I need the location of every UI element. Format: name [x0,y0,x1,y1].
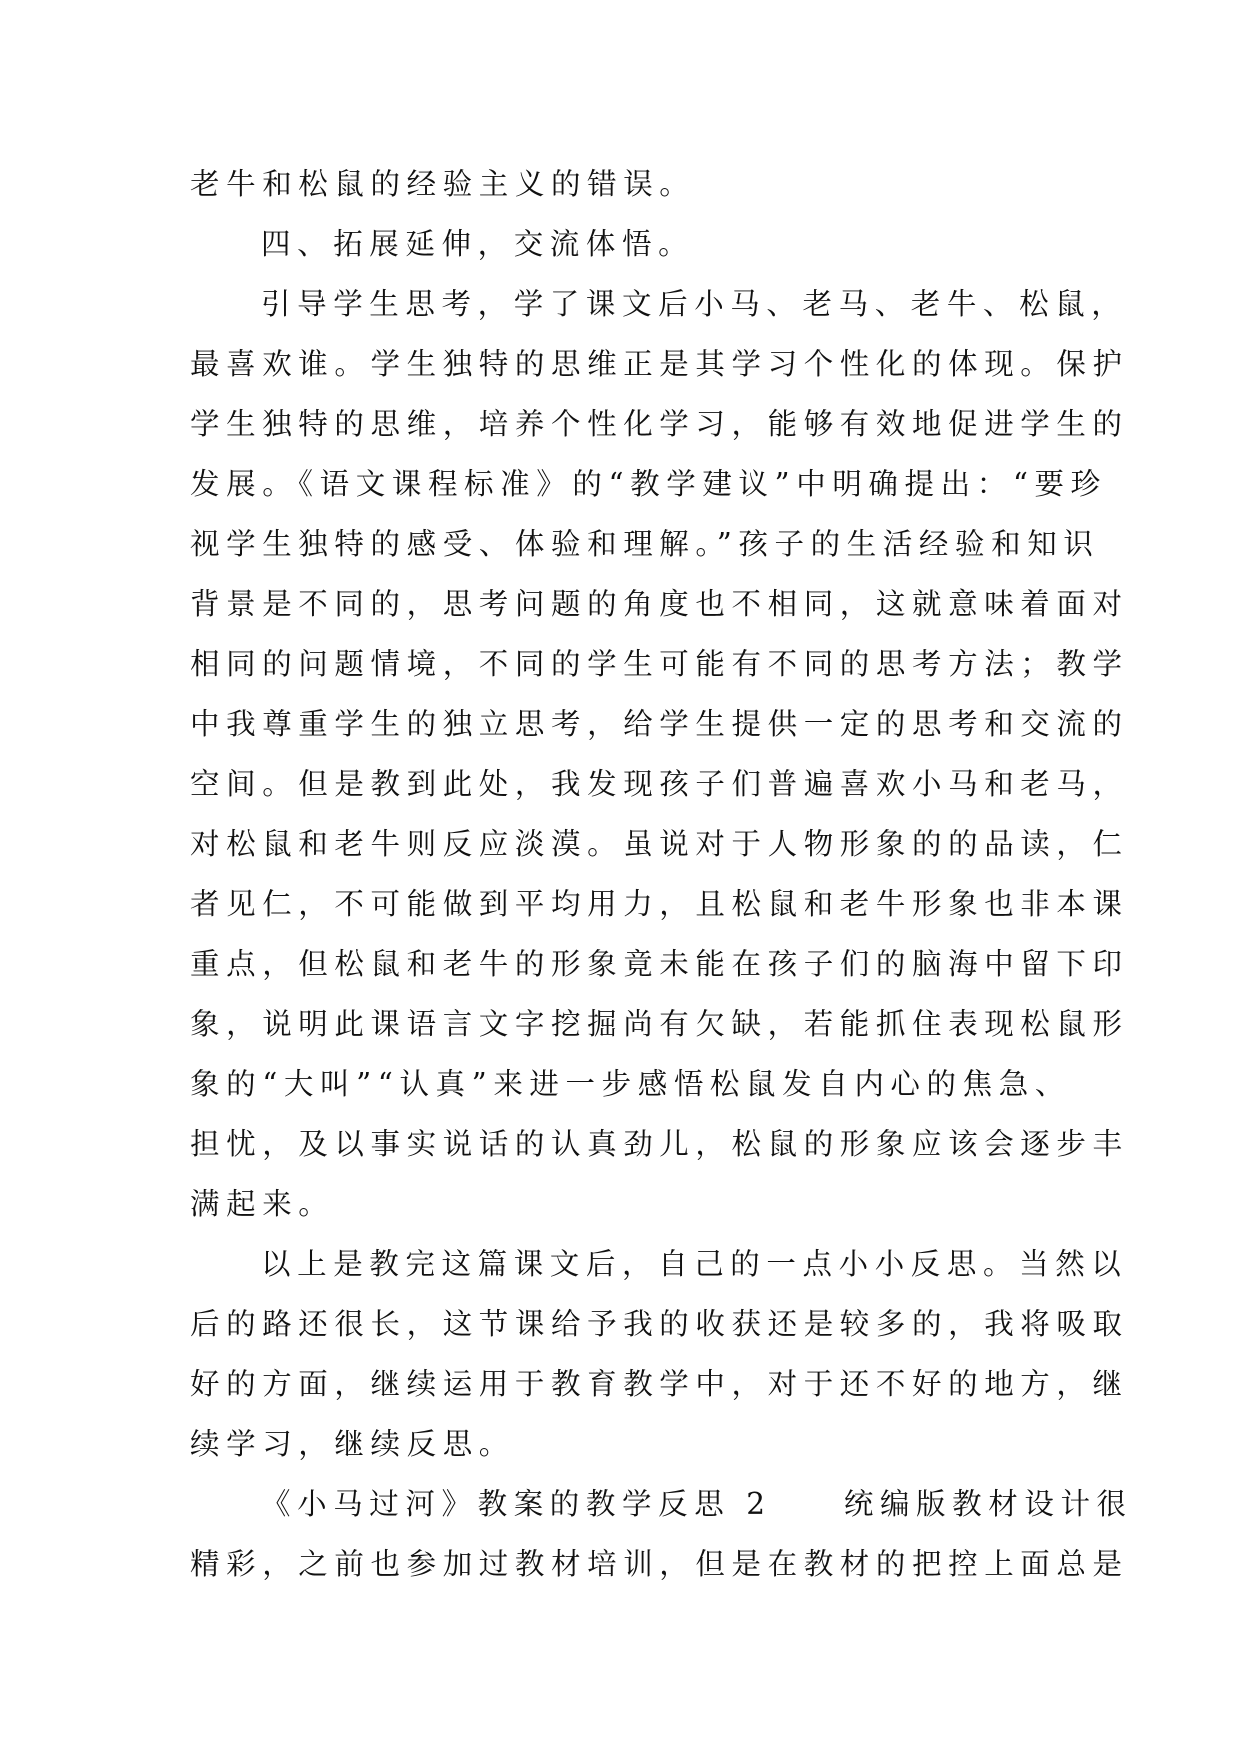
paragraph-first-line: 引导学生思考，学了课文后小马、老马、老牛、松鼠， [261,287,1128,321]
text-line: 空间。但是教到此处，我发现孩子们普遍喜欢小马和老马， [190,767,1129,801]
text-line: 精彩，之前也参加过教材培训，但是在教材的把控上面总是 [190,1547,1129,1581]
text-line: 者见仁，不可能做到平均用力，且松鼠和老牛形象也非本课 [190,887,1129,921]
text-line: 对松鼠和老牛则反应淡漠。虽说对于人物形象的的品读，仁 [190,827,1129,861]
text-line: 续学习，继续反思。 [190,1427,515,1461]
text-line: 相同的问题情境，不同的学生可能有不同的思考方法；教学 [190,647,1129,681]
text-line: 背景是不同的，思考问题的角度也不相同，这就意味着面对 [190,587,1129,621]
paragraph-first-line: 以上是教完这篇课文后，自己的一点小小反思。当然以 [261,1247,1128,1281]
text-line: 象的“大叫”“认真”来进一步感悟松鼠发自内心的焦急、 [190,1067,1071,1101]
text-line: 满起来。 [190,1187,335,1221]
text-line: 发展。《语文课程标准》的“教学建议”中明确提出：“要珍 [190,467,1107,501]
text-line: 学生独特的思维，培养个性化学习，能够有效地促进学生的 [190,407,1129,441]
text-line: 老牛和松鼠的经验主义的错误。 [190,167,696,201]
text-line: 视学生独特的感受、体验和理解。”孩子的生活经验和知识 [190,527,1100,561]
section-heading: 四、拓展延伸，交流体悟。 [261,227,695,261]
document-body [190,154,1133,1594]
text-line: 中我尊重学生的独立思考，给学生提供一定的思考和交流的 [190,707,1129,741]
text-line: 好的方面，继续运用于教育教学中，对于还不好的地方，继 [190,1367,1129,1401]
text-line: 后的路还很长，这节课给予我的收获还是较多的，我将吸取 [190,1307,1129,1341]
text-line: 最喜欢谁。学生独特的思维正是其学习个性化的体现。保护 [190,347,1129,381]
paragraph-first-line: 《小马过河》教案的教学反思 2 统编版教材设计很 [261,1487,1133,1521]
text-line: 重点，但松鼠和老牛的形象竟未能在孩子们的脑海中留下印 [190,947,1129,981]
text-line: 担忧，及以事实说话的认真劲儿，松鼠的形象应该会逐步丰 [190,1127,1129,1161]
text-line: 象，说明此课语言文字挖掘尚有欠缺，若能抓住表现松鼠形 [190,1007,1129,1041]
